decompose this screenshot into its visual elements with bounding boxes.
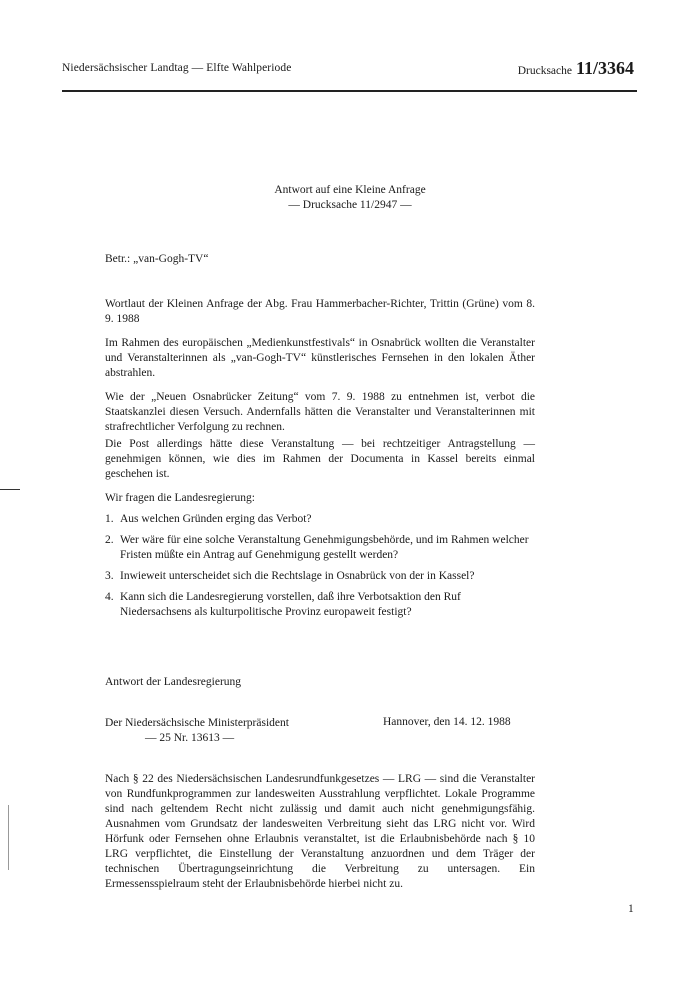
question-text: Kann sich die Landesregierung vorstellen, daß ihre Verbotsaktion den Ruf Niedersachsens als kulturpolitische Provinz europaweit festigt?	[120, 591, 461, 618]
paragraph-3: Die Post allerdings hätte diese Veranstaltung — bei rechtzeitiger Antragstellung — genehmigen können, wie dies im Rahmen der Documenta in Kassel bereits einmal geschehen ist.	[105, 438, 535, 480]
question-number: 1.	[105, 513, 114, 525]
scan-edge-mark	[8, 805, 9, 870]
list-item	[105, 533, 535, 563]
question-text: Inwieweit unterscheidet sich die Rechtslage in Osnabrück von der in Kassel?	[120, 570, 475, 582]
paragraph-question-intro: Wir fragen die Landesregierung:	[105, 492, 255, 504]
answer-paragraph: Nach § 22 des Niedersächsischen Landesrundfunkgesetzes — LRG — sind die Veranstalter von Rundfunkprogrammen zur landesweiten Ausstrahlung verpflichtet. Lokale Programme sind nach geltendem Recht nicht zulässig und damit auch nicht genehmigungsfähig. Ausnahmen vom Grundsatz der landesweiten Verbreitung sieht das LRG nicht vor. Wird Hörfunk oder Fernsehen ohne Erlaubnis veranstaltet, ist die Erlaubnisbehörde nach § 10 LRG verpflichtet, die Einstellung der Veranstaltung anzuordnen und dem Träger der technischen Übertragungseinrichtung die Verbreitung zu untersagen. Ein Ermessensspielraum steht der Erlaubnisbehörde hierbei nicht zu.	[105, 773, 535, 890]
question-number: 2.	[105, 534, 114, 546]
list-item	[105, 590, 535, 620]
place-date: Hannover, den 14. 12. 1988	[383, 716, 511, 728]
answer-heading: Antwort der Landesregierung	[105, 676, 242, 688]
title-line-1: Antwort auf eine Kleine Anfrage	[274, 184, 426, 196]
header-left: Niedersächsischer Landtag — Elfte Wahlperiode	[62, 62, 292, 74]
questions-list	[105, 512, 535, 626]
paragraph-2: Wie der „Neuen Osnabrücker Zeitung“ vom 7. 9. 1988 zu entnehmen ist, verbot die Staatskanzlei diesen Versuch. Andernfalls hätten die Veranstalter und Veranstalterinnen mit strafrechtlicher Verfolgung zu rechnen.	[105, 391, 535, 433]
margin-mark	[0, 489, 20, 490]
question-text: Wer wäre für eine solche Veranstaltung Genehmigungsbehörde, und im Rahmen welcher Fristen müßte ein Antrag auf Genehmigung gestellt werden?	[120, 534, 529, 561]
title-line-2: — Drucksache 11/2947 —	[288, 199, 412, 211]
question-number: 3.	[105, 570, 114, 582]
list-item	[105, 512, 535, 527]
ministry-block	[105, 716, 289, 746]
drucksache-label: Drucksache	[517, 65, 572, 77]
document-title	[0, 183, 700, 213]
drucksache-number: 11/3364	[575, 58, 634, 78]
header-rule	[62, 90, 637, 92]
subject-line: Betr.: „van-Gogh-TV“	[105, 253, 209, 265]
paragraph-1: Im Rahmen des europäischen „Medienkunstfestivals“ in Osnabrück wollten die Veranstalter und Veranstalterinnen als „van-Gogh-TV“ künstlerisches Fernsehen in den lokalen Äther abstrahlen.	[105, 337, 535, 379]
list-item	[105, 569, 535, 584]
question-text: Aus welchen Gründen erging das Verbot?	[120, 513, 312, 525]
page-number: 1	[628, 903, 634, 915]
paragraph-intro: Wortlaut der Kleinen Anfrage der Abg. Frau Hammerbacher-Richter, Trittin (Grüne) vom 8. 9. 1988	[105, 298, 535, 325]
header-right	[518, 58, 634, 79]
ministry-reference: — 25 Nr. 13613 —	[145, 732, 235, 744]
question-number: 4.	[105, 591, 114, 603]
ministry-name: Der Niedersächsische Ministerpräsident	[105, 717, 289, 729]
